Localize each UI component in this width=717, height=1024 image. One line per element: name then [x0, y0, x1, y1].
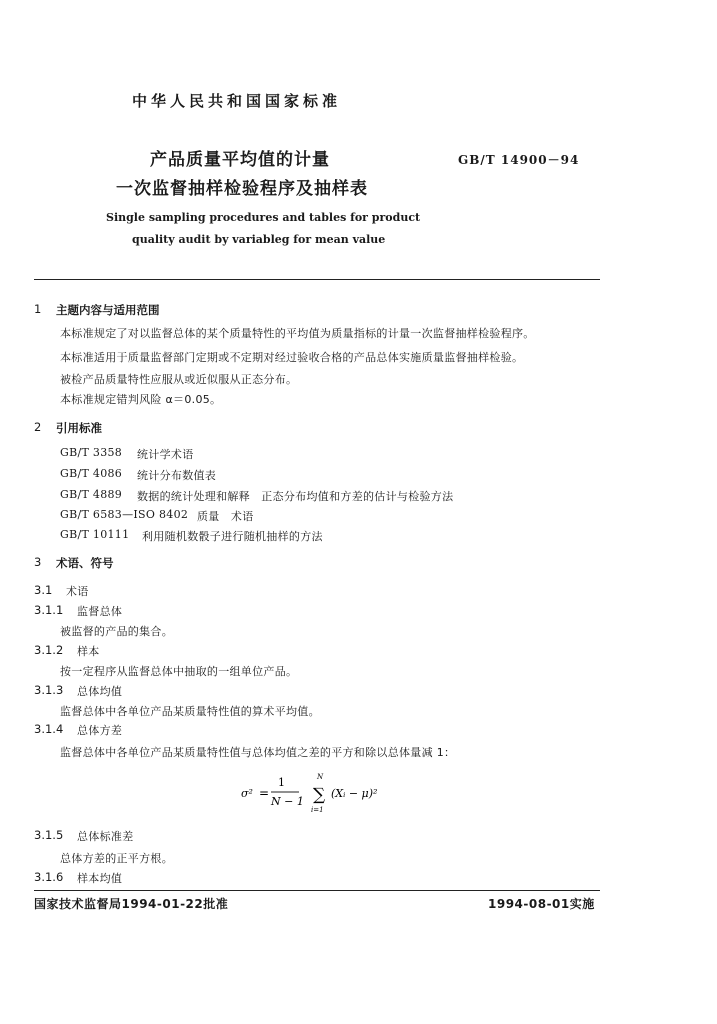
sum-upper-limit: N: [317, 773, 324, 781]
ref-code: GB/T 4086: [60, 467, 123, 480]
section-1-line: 被检产品质量特性应服从或近似服从正态分布。: [60, 373, 298, 386]
ref-code: GB/T 6583—ISO 8402: [60, 508, 189, 521]
clause-title: 监督总体: [77, 605, 123, 618]
formula-lhs: σ²: [241, 787, 253, 800]
clause-definition: 按一定程序从监督总体中抽取的一组单位产品。: [60, 665, 298, 678]
ref-code: GB/T 3358: [60, 446, 123, 459]
header-rule: [34, 279, 600, 280]
summation-icon: ∑: [313, 785, 326, 805]
implementation-date: 1994-08-01实施: [488, 897, 595, 911]
clause-number: 3.1.4: [34, 722, 64, 736]
clause-number: 3.1.6: [34, 870, 64, 884]
formula-denominator: N − 1: [271, 795, 304, 808]
clause-number: 3.1.3: [34, 683, 64, 697]
clause-title: 样本均值: [77, 872, 123, 885]
section-1-number: 1: [34, 302, 42, 316]
clause-title: 样本: [77, 645, 100, 658]
clause-number: 3.1: [34, 583, 53, 597]
ref-title: 数据的统计处理和解释 正态分布均值和方差的估计与检验方法: [137, 490, 454, 503]
clause-number: 3.1.5: [34, 828, 64, 842]
population-variance-formula: [235, 772, 415, 816]
formula-numerator: 1: [278, 776, 285, 789]
clause-definition: 监督总体中各单位产品某质量特性值与总体均值之差的平方和除以总体量减 1：: [60, 746, 456, 759]
ref-title: 质量 术语: [197, 510, 254, 523]
section-2-title: 引用标准: [56, 421, 102, 435]
section-1-line: 本标准规定错判风险 α＝0.05。: [60, 393, 222, 406]
title-line-1: 产品质量平均值的计量: [150, 150, 330, 170]
clause-title: 总体标准差: [77, 830, 134, 843]
clause-definition: 被监督的产品的集合。: [60, 625, 173, 638]
section-1-line: 本标准规定了对以监督总体的某个质量特性的平均值为质量指标的计量一次监督抽样检验程序。: [60, 327, 535, 340]
formula-equals: =: [259, 786, 270, 800]
ref-title: 统计学术语: [137, 448, 194, 461]
sum-lower-limit: i=1: [311, 806, 324, 814]
section-3-number: 3: [34, 555, 42, 569]
section-1-title: 主题内容与适用范围: [56, 303, 160, 317]
ref-title: 统计分布数值表: [137, 469, 217, 482]
english-title-line-2: quality audit by variableg for mean value: [132, 233, 386, 246]
issuing-body: 中华人民共和国国家标准: [132, 92, 342, 110]
clause-number: 3.1.1: [34, 603, 64, 617]
footer-rule: [34, 890, 600, 891]
english-title-line-1: Single sampling procedures and tables for product: [106, 211, 421, 224]
ref-title: 利用随机数骰子进行随机抽样的方法: [142, 530, 323, 543]
clause-definition: 监督总体中各单位产品某质量特性值的算术平均值。: [60, 705, 320, 718]
standard-code: GB/T 14900－94: [458, 153, 580, 167]
title-line-2: 一次监督抽样检验程序及抽样表: [116, 179, 368, 199]
section-1-line: 本标准适用于质量监督部门定期或不定期对经过验收合格的产品总体实施质量监督抽样检验。: [60, 351, 524, 364]
section-2-number: 2: [34, 420, 42, 434]
clause-title: 总体均值: [77, 685, 123, 698]
approval-line: 国家技术监督局1994-01-22批准: [34, 897, 229, 911]
clause-title: 总体方差: [77, 724, 123, 737]
clause-title: 术语: [66, 585, 89, 598]
formula-summand: (Xᵢ − μ)²: [331, 787, 378, 800]
clause-number: 3.1.2: [34, 643, 64, 657]
section-3-title: 术语、符号: [56, 556, 114, 570]
clause-definition: 总体方差的正平方根。: [60, 852, 173, 865]
ref-code: GB/T 10111: [60, 528, 130, 541]
ref-code: GB/T 4889: [60, 488, 123, 501]
